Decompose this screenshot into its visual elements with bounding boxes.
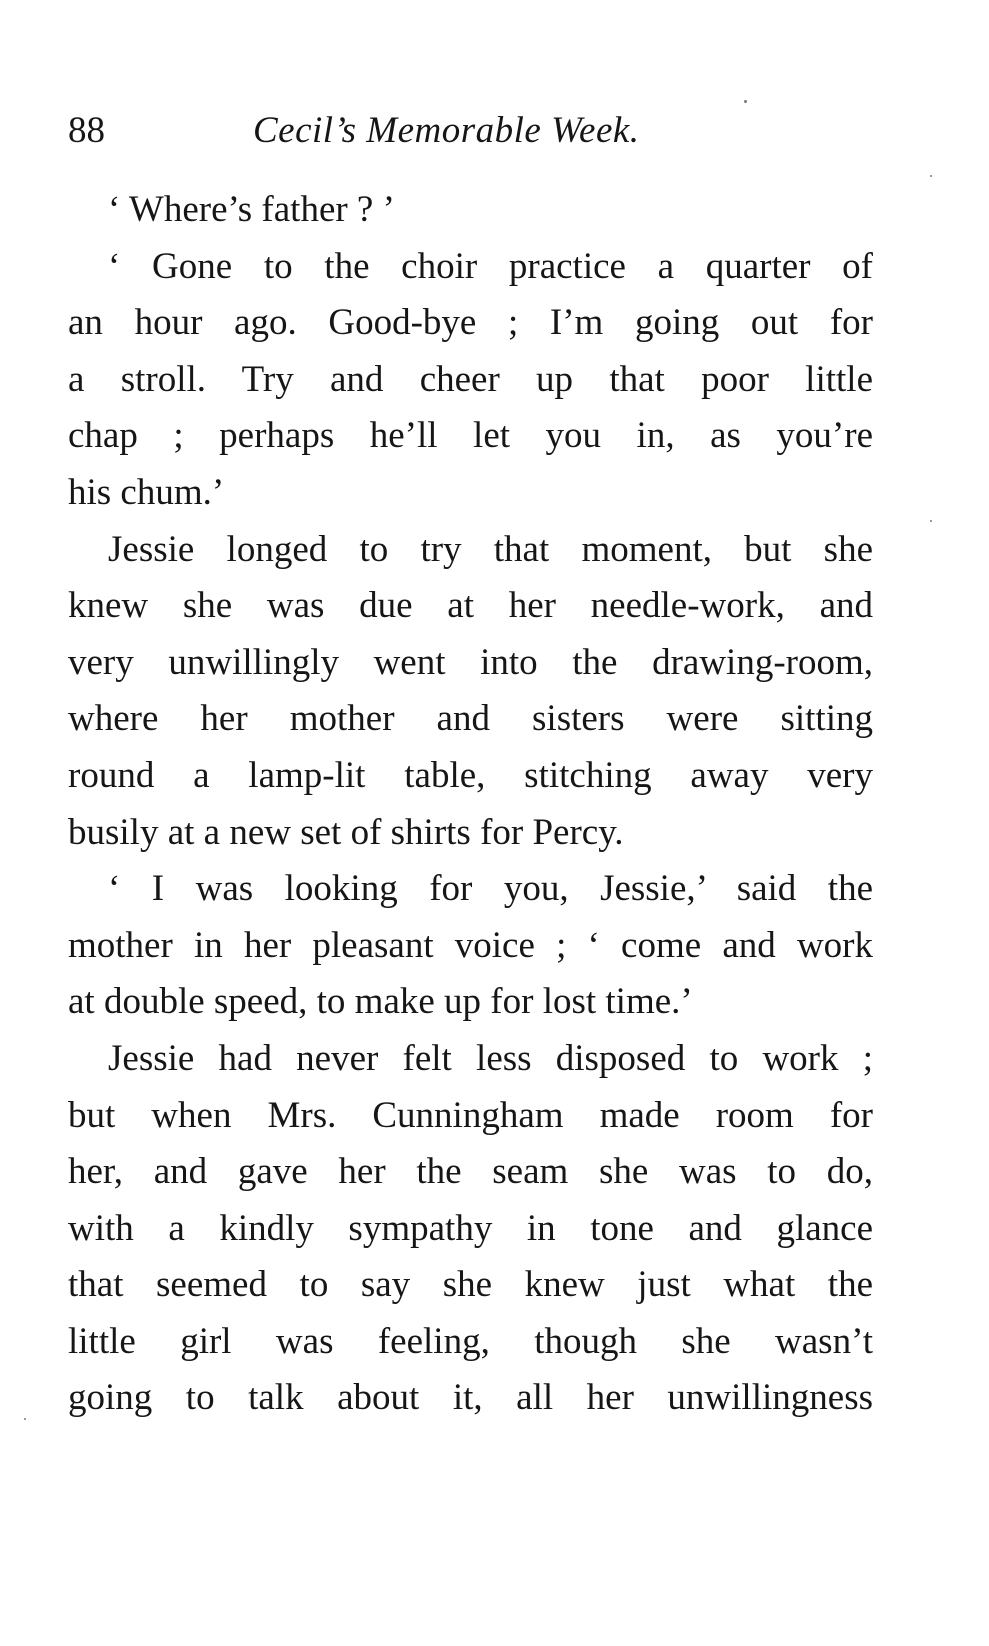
- page-number: 88: [68, 110, 105, 151]
- paper-speck: [930, 520, 932, 522]
- paper-speck: [930, 175, 932, 177]
- text-line: very unwillingly went into the drawing-room,: [68, 641, 873, 683]
- paragraph-4: [68, 861, 873, 1031]
- book-page: [68, 0, 873, 1646]
- text-line: Jessie longed to try that moment, but she: [108, 528, 873, 570]
- text-line: ‘ Where’s father ? ’: [108, 189, 395, 230]
- text-line: a stroll. Try and cheer up that poor little: [68, 358, 873, 400]
- paragraph-5: [68, 1031, 873, 1427]
- text-line: with a kindly sympathy in tone and glance: [68, 1207, 873, 1249]
- paragraph-1: [68, 182, 873, 239]
- running-title: Cecil’s Memorable Week.: [253, 110, 640, 151]
- text-line: chap ; perhaps he’ll let you in, as you’re: [68, 415, 873, 457]
- text-line: where her mother and sisters were sitting: [68, 698, 873, 740]
- text-line: round a lamp-lit table, stitching away very: [68, 754, 873, 796]
- text-line: going to talk about it, all her unwillingness: [68, 1377, 873, 1419]
- text-line: little girl was feeling, though she wasn’t: [68, 1320, 873, 1362]
- text-line: that seemed to say she knew just what the: [68, 1264, 873, 1306]
- text-line: at double speed, to make up for lost time.’: [68, 981, 693, 1023]
- text-line: knew she was due at her needle-work, and: [68, 585, 873, 627]
- text-line: mother in her pleasant voice ; ‘ come and work: [68, 924, 873, 966]
- paper-speck: [24, 1418, 26, 1420]
- text-line: an hour ago. Good-bye ; I’m going out for: [68, 302, 873, 344]
- text-line: her, and gave her the seam she was to do,: [68, 1151, 873, 1193]
- text-line: his chum.’: [68, 471, 225, 513]
- paper-speck: [744, 100, 747, 103]
- paragraph-3: [68, 522, 873, 862]
- page-header: [68, 104, 873, 164]
- paragraph-2: [68, 239, 873, 522]
- text-line: but when Mrs. Cunningham made room for: [68, 1094, 873, 1136]
- text-line: busily at a new set of shirts for Percy.: [68, 811, 624, 853]
- text-line: Jessie had never felt less disposed to work ;: [108, 1037, 873, 1079]
- body-text: [68, 182, 873, 1427]
- text-line: ‘ I was looking for you, Jessie,’ said the: [108, 868, 873, 910]
- text-line: ‘ Gone to the choir practice a quarter of: [108, 245, 873, 287]
